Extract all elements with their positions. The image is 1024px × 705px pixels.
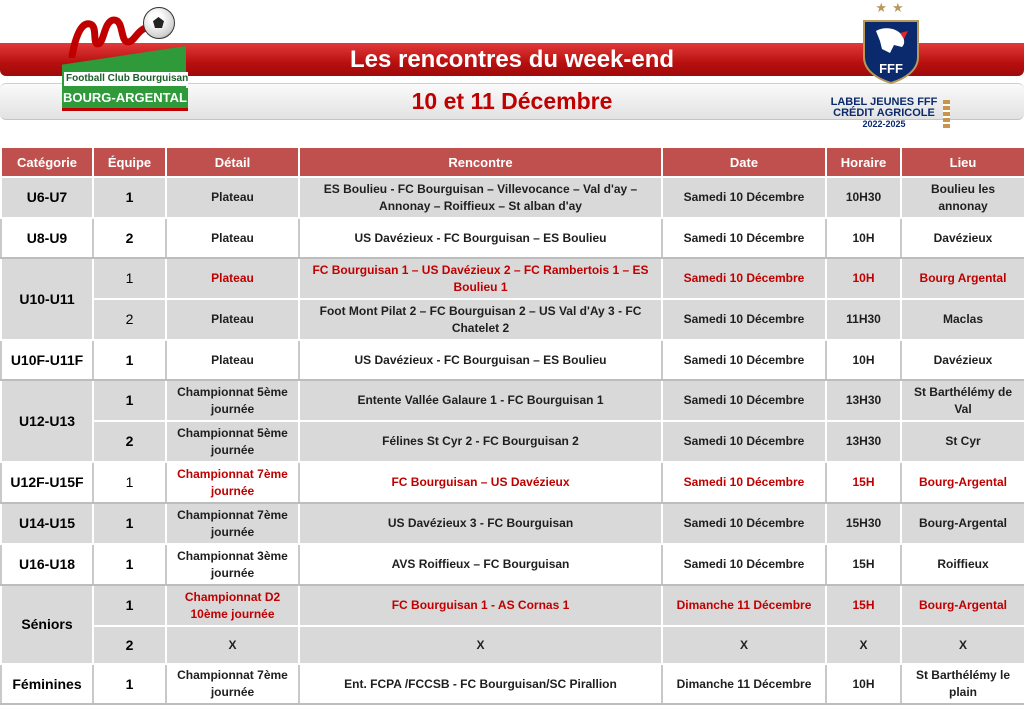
column-header: Rencontre bbox=[299, 147, 662, 177]
detail-cell: Championnat D2 10ème journée bbox=[166, 585, 299, 626]
team-cell: 1 bbox=[93, 585, 166, 626]
category-cell: Séniors bbox=[1, 585, 93, 664]
team-cell: 1 bbox=[93, 503, 166, 544]
time-cell: 15H30 bbox=[826, 503, 901, 544]
table-header-row bbox=[1, 147, 1024, 177]
column-header: Catégorie bbox=[1, 147, 93, 177]
category-cell: U16-U18 bbox=[1, 544, 93, 585]
date-cell: Dimanche 11 Décembre bbox=[662, 664, 826, 704]
date-cell: Samedi 10 Décembre bbox=[662, 462, 826, 503]
category-cell: U14-U15 bbox=[1, 503, 93, 544]
date-cell: Samedi 10 Décembre bbox=[662, 421, 826, 462]
team-cell: 1 bbox=[93, 664, 166, 704]
detail-cell: Championnat 7ème journée bbox=[166, 503, 299, 544]
table-row bbox=[1, 340, 1024, 380]
match-cell: FC Bourguisan 1 - AS Cornas 1 bbox=[299, 585, 662, 626]
date-cell: Samedi 10 Décembre bbox=[662, 299, 826, 340]
detail-cell: Plateau bbox=[166, 340, 299, 380]
detail-cell: Plateau bbox=[166, 258, 299, 299]
table-row bbox=[1, 380, 1024, 421]
category-cell: U12F-U15F bbox=[1, 462, 93, 503]
time-cell: 15H bbox=[826, 544, 901, 585]
team-cell: 2 bbox=[93, 218, 166, 258]
match-cell: US Davézieux - FC Bourguisan – ES Boulieu bbox=[299, 218, 662, 258]
match-cell: X bbox=[299, 626, 662, 664]
time-cell: 15H bbox=[826, 462, 901, 503]
detail-cell: Championnat 7ème journée bbox=[166, 462, 299, 503]
date-cell: X bbox=[662, 626, 826, 664]
time-cell: 11H30 bbox=[826, 299, 901, 340]
page-date: 10 et 11 Décembre bbox=[411, 88, 613, 114]
time-cell: 10H bbox=[826, 340, 901, 380]
time-cell: 10H bbox=[826, 664, 901, 704]
match-cell: AVS Roiffieux – FC Bourguisan bbox=[299, 544, 662, 585]
time-cell: 13H30 bbox=[826, 421, 901, 462]
detail-cell: Championnat 5ème journée bbox=[166, 421, 299, 462]
team-cell: 1 bbox=[93, 177, 166, 218]
date-cell: Samedi 10 Décembre bbox=[662, 177, 826, 218]
detail-cell: Plateau bbox=[166, 218, 299, 258]
column-header: Date bbox=[662, 147, 826, 177]
detail-cell: Championnat 7ème journée bbox=[166, 664, 299, 704]
schedule-table bbox=[0, 146, 1024, 705]
team-cell: 1 bbox=[93, 380, 166, 421]
venue-cell: Maclas bbox=[901, 299, 1024, 340]
venue-cell: Roiffieux bbox=[901, 544, 1024, 585]
column-header: Lieu bbox=[901, 147, 1024, 177]
time-cell: 10H bbox=[826, 218, 901, 258]
date-cell: Samedi 10 Décembre bbox=[662, 544, 826, 585]
category-cell: U8-U9 bbox=[1, 218, 93, 258]
detail-cell: Championnat 3ème journée bbox=[166, 544, 299, 585]
fff-stars-icon: ★★ bbox=[875, 0, 909, 15]
fff-shield-text: FFF bbox=[879, 61, 903, 76]
match-cell: FC Bourguisan – US Davézieux bbox=[299, 462, 662, 503]
time-cell: 15H bbox=[826, 585, 901, 626]
match-cell: US Davézieux - FC Bourguisan – ES Boulieu bbox=[299, 340, 662, 380]
table-row bbox=[1, 218, 1024, 258]
venue-cell: X bbox=[901, 626, 1024, 664]
detail-cell: Plateau bbox=[166, 177, 299, 218]
table-row bbox=[1, 177, 1024, 218]
match-cell: US Davézieux 3 - FC Bourguisan bbox=[299, 503, 662, 544]
team-cell: 1 bbox=[93, 340, 166, 380]
date-cell: Samedi 10 Décembre bbox=[662, 380, 826, 421]
match-cell: FC Bourguisan 1 – US Davézieux 2 – FC Rambertois 1 – ES Boulieu 1 bbox=[299, 258, 662, 299]
table-row bbox=[1, 299, 1024, 340]
fff-shield-icon bbox=[860, 17, 922, 85]
date-cell: Samedi 10 Décembre bbox=[662, 218, 826, 258]
column-header: Détail bbox=[166, 147, 299, 177]
table-row bbox=[1, 585, 1024, 626]
time-cell: 13H30 bbox=[826, 380, 901, 421]
category-cell: U12-U13 bbox=[1, 380, 93, 462]
soccer-ball-icon bbox=[143, 7, 175, 39]
column-header: Équipe bbox=[93, 147, 166, 177]
time-cell: 10H30 bbox=[826, 177, 901, 218]
match-cell: Foot Mont Pilat 2 – FC Bourguisan 2 – US Val d'Ay 3 - FC Chatelet 2 bbox=[299, 299, 662, 340]
column-header: Horaire bbox=[826, 147, 901, 177]
fff-label-line1: LABEL JEUNES FFF bbox=[830, 96, 938, 108]
venue-cell: St Cyr bbox=[901, 421, 1024, 462]
page-title: Les rencontres du week-end bbox=[349, 46, 675, 73]
match-cell: Félines St Cyr 2 - FC Bourguisan 2 bbox=[299, 421, 662, 462]
table-row bbox=[1, 421, 1024, 462]
match-cell: Ent. FCPA /FCCSB - FC Bourguisan/SC Pirallion bbox=[299, 664, 662, 704]
team-cell: 1 bbox=[93, 544, 166, 585]
time-cell: 10H bbox=[826, 258, 901, 299]
venue-cell: St Barthélémy le plain bbox=[901, 664, 1024, 704]
club-city: BOURG-ARGENTAL bbox=[62, 88, 188, 111]
table-row bbox=[1, 626, 1024, 664]
category-cell: U6-U7 bbox=[1, 177, 93, 218]
detail-cell: Plateau bbox=[166, 299, 299, 340]
venue-cell: Bourg-Argental bbox=[901, 462, 1024, 503]
category-cell: U10F-U11F bbox=[1, 340, 93, 380]
table-row bbox=[1, 664, 1024, 704]
venue-cell: Boulieu les annonay bbox=[901, 177, 1024, 218]
category-cell: U10-U11 bbox=[1, 258, 93, 340]
fff-label-line3: 2022-2025 bbox=[862, 119, 906, 129]
venue-cell: Bourg-Argental bbox=[901, 503, 1024, 544]
detail-cell: X bbox=[166, 626, 299, 664]
venue-cell: Davézieux bbox=[901, 340, 1024, 380]
team-cell: 1 bbox=[93, 462, 166, 503]
table-row bbox=[1, 462, 1024, 503]
fff-ribbon bbox=[943, 100, 950, 130]
table-row bbox=[1, 258, 1024, 299]
date-cell: Samedi 10 Décembre bbox=[662, 503, 826, 544]
table-row bbox=[1, 544, 1024, 585]
date-cell: Dimanche 11 Décembre bbox=[662, 585, 826, 626]
category-cell: Féminines bbox=[1, 664, 93, 704]
team-cell: 1 bbox=[93, 258, 166, 299]
table-row bbox=[1, 503, 1024, 544]
club-name: Football Club Bourguisan bbox=[66, 73, 188, 84]
venue-cell: St Barthélémy de Val bbox=[901, 380, 1024, 421]
date-cell: Samedi 10 Décembre bbox=[662, 340, 826, 380]
team-cell: 2 bbox=[93, 626, 166, 664]
fff-label-line2: CRÉDIT AGRICOLE bbox=[833, 107, 935, 119]
fff-label bbox=[828, 97, 940, 130]
match-cell: Entente Vallée Galaure 1 - FC Bourguisan 1 bbox=[299, 380, 662, 421]
venue-cell: Bourg Argental bbox=[901, 258, 1024, 299]
venue-cell: Bourg-Argental bbox=[901, 585, 1024, 626]
date-cell: Samedi 10 Décembre bbox=[662, 258, 826, 299]
team-cell: 2 bbox=[93, 299, 166, 340]
venue-cell: Davézieux bbox=[901, 218, 1024, 258]
time-cell: X bbox=[826, 626, 901, 664]
match-cell: ES Boulieu - FC Bourguisan – Villevocance – Val d'ay – Annonay – Roiffieux – St alban d'ay bbox=[299, 177, 662, 218]
team-cell: 2 bbox=[93, 421, 166, 462]
detail-cell: Championnat 5ème journée bbox=[166, 380, 299, 421]
